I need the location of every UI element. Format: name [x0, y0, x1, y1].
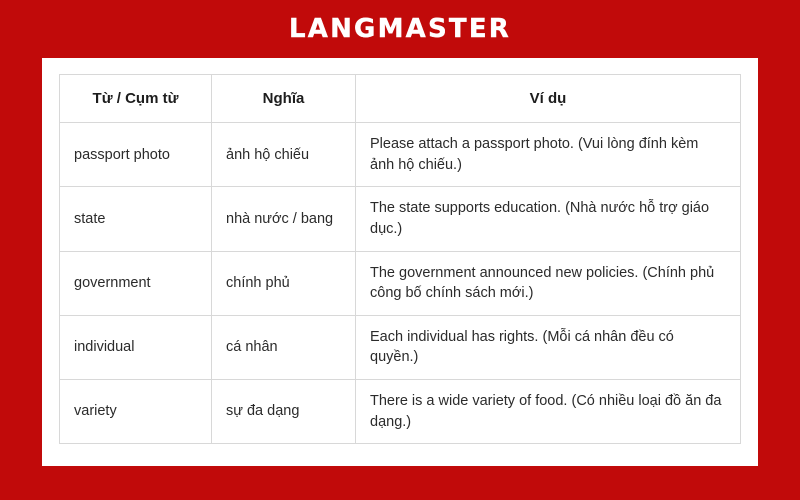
cell-meaning: ảnh hộ chiếu: [212, 123, 356, 187]
table-head: [60, 75, 741, 123]
table-body: [60, 123, 741, 444]
column-header-example: Ví dụ: [356, 75, 741, 123]
table-row: [60, 187, 741, 251]
table-row: [60, 251, 741, 315]
cell-word: passport photo: [60, 123, 212, 187]
table-row: [60, 379, 741, 443]
cell-meaning: cá nhân: [212, 315, 356, 379]
cell-example: Please attach a passport photo. (Vui lòng đính kèm ảnh hộ chiếu.): [356, 123, 741, 187]
vocabulary-table-wrapper: [59, 74, 741, 444]
table-row: [60, 123, 741, 187]
content-card: [42, 58, 758, 466]
cell-meaning: sự đa dạng: [212, 379, 356, 443]
vocabulary-table: [59, 74, 741, 444]
cell-example: There is a wide variety of food. (Có nhiều loại đồ ăn đa dạng.): [356, 379, 741, 443]
cell-word: individual: [60, 315, 212, 379]
cell-word: variety: [60, 379, 212, 443]
cell-meaning: chính phủ: [212, 251, 356, 315]
cell-word: government: [60, 251, 212, 315]
brand-logo: LANGMASTER: [288, 14, 512, 44]
cell-example: The state supports education. (Nhà nước hỗ trợ giáo dục.): [356, 187, 741, 251]
cell-meaning: nhà nước / bang: [212, 187, 356, 251]
table-header-row: [60, 75, 741, 123]
column-header-meaning: Nghĩa: [212, 75, 356, 123]
cell-example: The government announced new policies. (Chính phủ công bố chính sách mới.): [356, 251, 741, 315]
column-header-word: Từ / Cụm từ: [60, 75, 212, 123]
cell-word: state: [60, 187, 212, 251]
table-row: [60, 315, 741, 379]
cell-example: Each individual has rights. (Mỗi cá nhân đều có quyền.): [356, 315, 741, 379]
